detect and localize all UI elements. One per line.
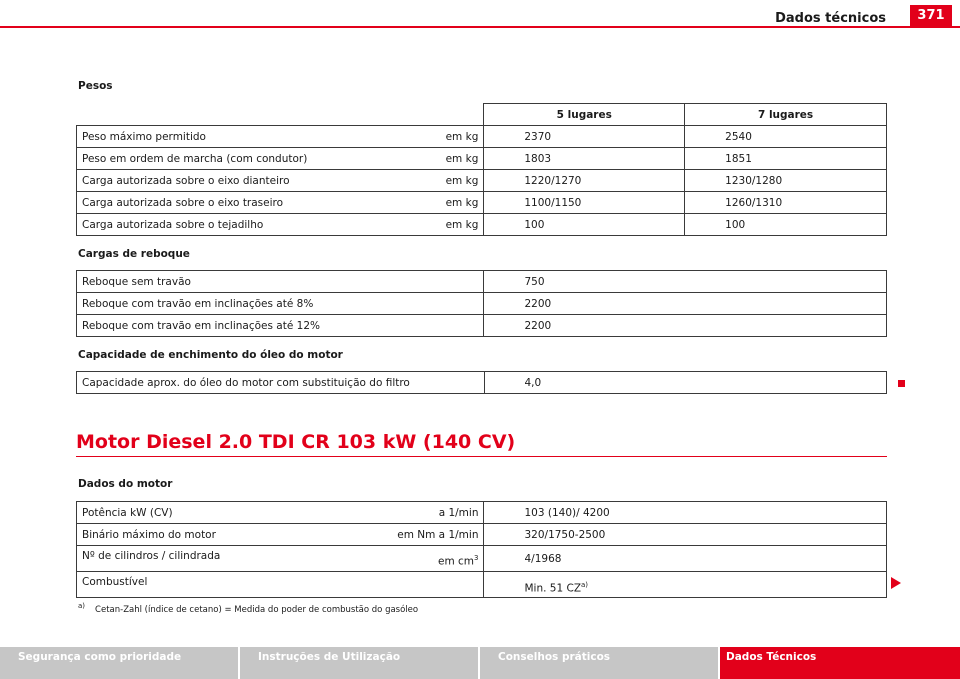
row-label: Nº de cilindros / cilindrada <box>82 549 221 562</box>
value-cell: 1230/1280 <box>685 170 887 192</box>
footer-tab-dados-tecnicos[interactable]: Dados Técnicos <box>720 647 960 679</box>
reboque-table <box>76 270 887 337</box>
footnote-marker: a) <box>78 602 86 610</box>
footer-tab-conselhos[interactable]: Conselhos práticos <box>480 647 720 679</box>
value-cell: 1851 <box>685 148 887 170</box>
table-row <box>77 524 887 546</box>
row-label: Carga autorizada sobre o eixo traseiro <box>82 196 284 209</box>
pesos-table <box>76 103 887 236</box>
row-unit: em kg <box>445 130 479 143</box>
row-label: Potência kW (CV) <box>82 506 173 519</box>
table-row <box>77 502 887 524</box>
column-header: 7 lugares <box>685 104 887 126</box>
table-row <box>77 126 887 148</box>
row-unit: em kg <box>445 174 479 187</box>
value-cell: 2370 <box>484 126 685 148</box>
row-unit: em Nm a 1/min <box>397 528 479 541</box>
footnote <box>78 602 418 615</box>
footer-tab-instrucoes[interactable]: Instruções de Utilização <box>240 647 480 679</box>
value-cell: 1220/1270 <box>484 170 685 192</box>
footnote-text: Cetan-Zahl (índice de cetano) = Medida do poder de combustão do gasóleo <box>95 604 419 615</box>
row-label: Reboque sem travão <box>77 271 484 293</box>
footer-tab-seguranca[interactable]: Segurança como prioridade <box>0 647 240 679</box>
row-label: Reboque com travão em inclinações até 12% <box>77 315 484 337</box>
value-cell: 4,0 <box>484 372 887 394</box>
table-row <box>77 271 887 293</box>
row-unit: a 1/min <box>438 506 479 519</box>
table-row <box>77 214 887 236</box>
table-row <box>77 315 887 337</box>
header-title: Dados técnicos <box>775 11 886 26</box>
table-row <box>77 192 887 214</box>
row-unit: em kg <box>445 152 479 165</box>
value-cell: 320/1750-2500 <box>484 524 887 546</box>
footnote-ref: a) <box>581 580 589 589</box>
continue-arrow-icon <box>891 577 901 589</box>
value-cell: 2540 <box>685 126 887 148</box>
value-cell: 2200 <box>484 315 887 337</box>
value-cell: 1100/1150 <box>484 192 685 214</box>
motor-table <box>76 501 887 598</box>
row-unit: em kg <box>445 196 479 209</box>
table-row <box>77 572 887 598</box>
value-cell: 1803 <box>484 148 685 170</box>
row-label: Carga autorizada sobre o eixo dianteiro <box>82 174 290 187</box>
row-label: Reboque com travão em inclinações até 8% <box>77 293 484 315</box>
table-row <box>77 148 887 170</box>
value-cell: 100 <box>484 214 685 236</box>
row-label: Capacidade aprox. do óleo do motor com substituição do filtro <box>77 372 485 394</box>
section-heading: Motor Diesel 2.0 TDI CR 103 kW (140 CV) <box>76 431 516 453</box>
oleo-table <box>76 371 887 394</box>
table-row <box>77 546 887 572</box>
header-rule <box>0 26 960 28</box>
section-label-pesos: Pesos <box>78 80 113 92</box>
section-label-reboque: Cargas de reboque <box>78 248 190 260</box>
table-row <box>77 170 887 192</box>
end-of-section-marker <box>898 380 905 387</box>
section-label-motor: Dados do motor <box>78 478 173 490</box>
value-cell: 100 <box>685 214 887 236</box>
section-label-oleo: Capacidade de enchimento do óleo do motor <box>78 349 343 361</box>
value-cell: 4/1968 <box>484 546 887 572</box>
page-number: 371 <box>910 5 952 27</box>
row-label: Peso máximo permitido <box>82 130 206 143</box>
table-row <box>77 372 887 394</box>
table-row <box>77 293 887 315</box>
row-unit: em cm <box>437 555 475 568</box>
row-label: Carga autorizada sobre o tejadilho <box>82 218 264 231</box>
column-header: 5 lugares <box>484 104 685 126</box>
unit-superscript: 3 <box>474 553 479 562</box>
heading-rule <box>76 456 887 457</box>
value-cell: Min. 51 CZ <box>524 582 582 595</box>
value-cell: 1260/1310 <box>685 192 887 214</box>
value-cell: 750 <box>484 271 887 293</box>
value-cell: 103 (140)/ 4200 <box>484 502 887 524</box>
footer-nav <box>0 647 960 679</box>
row-label: Peso em ordem de marcha (com condutor) <box>82 152 308 165</box>
table-header-row <box>77 104 887 126</box>
row-label: Binário máximo do motor <box>82 528 216 541</box>
value-cell: 2200 <box>484 293 887 315</box>
row-label: Combustível <box>77 572 484 598</box>
table-header-blank <box>77 104 484 126</box>
row-unit: em kg <box>445 218 479 231</box>
